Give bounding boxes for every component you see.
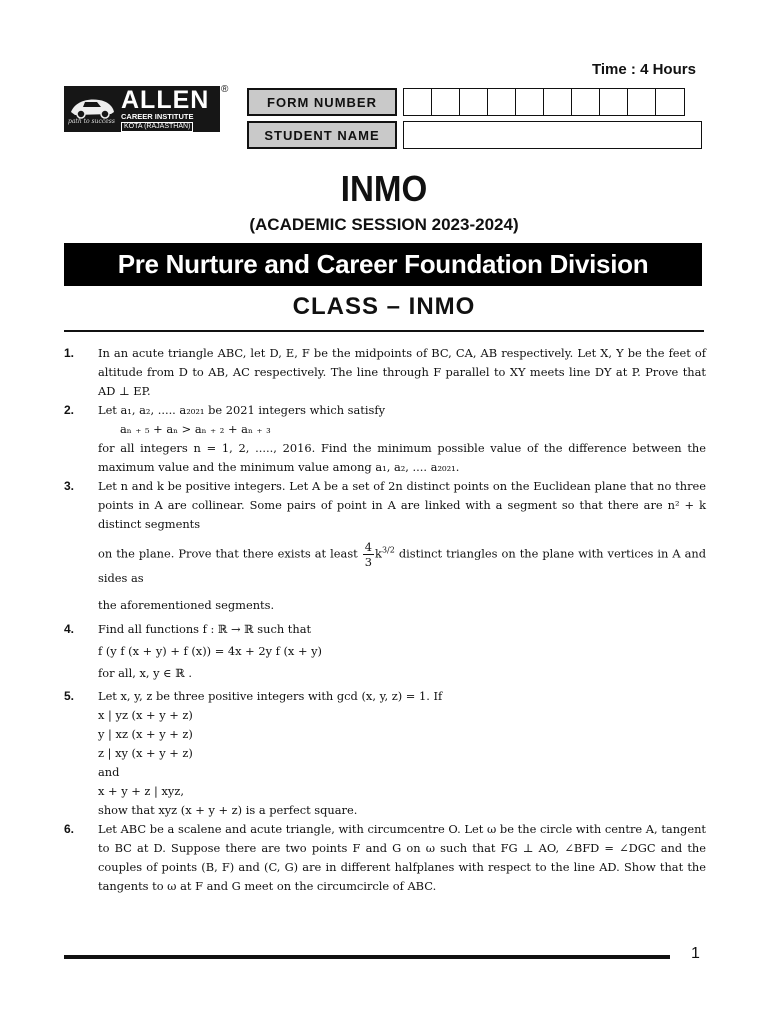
division-banner: Pre Nurture and Career Foundation Division [64, 243, 702, 286]
registered-mark: ® [221, 84, 229, 95]
question-3 [64, 477, 706, 615]
question-1 [64, 344, 706, 401]
k-variable: k [375, 546, 382, 561]
fraction-denominator: 3 [364, 555, 373, 569]
condition-line: x + y + z | xyz, [98, 784, 184, 798]
question-text-with-fraction [98, 540, 706, 588]
academic-session: (ACADEMIC SESSION 2023-2024) [249, 215, 519, 234]
logo-name: ALLEN [121, 86, 210, 114]
form-number-cell[interactable] [628, 89, 656, 115]
form-number-cell[interactable] [544, 89, 572, 115]
question-text: for all, x, y ∈ ℝ . [98, 666, 192, 680]
form-number-boxes[interactable] [403, 88, 685, 116]
form-number-cell[interactable] [432, 89, 460, 115]
question-text: In an acute triangle ABC, let D, E, F be the midpoints of BC, CA, AB respectively. Let X, Y be the feet of altitude from D to AB, AC respectively. The line through F parallel to XY meets line DY at P. Prove that AD ⊥ EP. [98, 346, 706, 398]
form-number-cell[interactable] [572, 89, 600, 115]
question-text: Let ABC be a scalene and acute triangle, with circumcentre O. Let ω be the circle with centre A, tangent to BC at D. Suppose there are two points F and G on ω such that FG ⊥ AO, ∠BFD = ∠DGC and the couples of points (B, F) and (C, G) are in different halfplanes with respect to the line AD. Show that the tangents to ω at F and G meet on the circumcircle of ABC. [98, 822, 706, 893]
question-text: Let a₁, a₂, ..... a₂₀₂₁ be 2021 integers which satisfy [98, 403, 386, 417]
student-name-label: STUDENT NAME [247, 121, 397, 149]
functional-equation: f (y f (x + y) + f (x)) = 4x + 2y f (x + y) [98, 644, 322, 658]
question-text: the aforementioned segments. [98, 598, 275, 612]
question-text: Let n and k be positive integers. Let A be a set of 2n distinct points on the Euclidean plane that no three points in A are collinear. Some pairs of point in A are linked with a segment so that there are n² + k distinct segments [98, 479, 706, 531]
form-number-cell[interactable] [488, 89, 516, 115]
question-text: on the plane. Prove that there exists at least [98, 546, 358, 561]
question-number: 5. [64, 689, 75, 703]
form-number-cell[interactable] [656, 89, 684, 115]
question-5 [64, 687, 706, 820]
form-number-cell[interactable] [516, 89, 544, 115]
divider [64, 330, 704, 332]
time-limit: Time : 4 Hours [592, 61, 696, 78]
form-number-label: FORM NUMBER [247, 88, 397, 116]
question-text: show that xyz (x + y + z) is a perfect square. [98, 803, 358, 817]
page-number: 1 [691, 945, 700, 962]
fraction [363, 540, 374, 569]
exam-title: INMO [340, 168, 428, 209]
class-heading: CLASS – INMO [292, 293, 476, 320]
student-name-field[interactable] [403, 121, 702, 149]
question-number: 1. [64, 346, 75, 360]
logo-subtitle: CAREER INSTITUTE [121, 112, 194, 121]
condition-line: and [98, 765, 120, 779]
question-text: Let x, y, z be three positive integers with gcd (x, y, z) = 1. If [98, 689, 443, 703]
condition-line: y | xz (x + y + z) [98, 727, 193, 741]
logo-tagline: path to success [68, 118, 115, 125]
footer-rule [64, 955, 670, 959]
question-list [64, 344, 706, 896]
question-number: 4. [64, 622, 75, 636]
condition-line: z | xy (x + y + z) [98, 746, 193, 760]
exponent: 3/2 [381, 545, 395, 555]
question-text: for all integers n = 1, 2, ....., 2016. Find the minimum possible value of the difference between the maximum value and the minimum value among a₁, a₂, .... a₂₀₂₁. [98, 441, 706, 474]
fraction-numerator: 4 [364, 540, 373, 554]
form-number-cell[interactable] [460, 89, 488, 115]
question-6 [64, 820, 706, 896]
logo-location: KOTA (RAJASTHAN) [121, 122, 193, 132]
question-text: Find all functions f : ℝ → ℝ such that [98, 622, 312, 636]
question-2 [64, 401, 706, 477]
condition-line: x | yz (x + y + z) [98, 708, 193, 722]
question-number: 6. [64, 822, 75, 836]
allen-logo [64, 86, 220, 132]
question-number: 2. [64, 403, 75, 417]
form-number-cell[interactable] [600, 89, 628, 115]
question-number: 3. [64, 479, 75, 493]
question-text: distinct triangles on the plane with vertices in A and sides as [98, 546, 707, 585]
inequality: aₙ ₊ ₅ + aₙ > aₙ ₊ ₂ + aₙ ₊ ₃ [120, 422, 271, 436]
question-4 [64, 620, 706, 683]
form-number-cell[interactable] [404, 89, 432, 115]
